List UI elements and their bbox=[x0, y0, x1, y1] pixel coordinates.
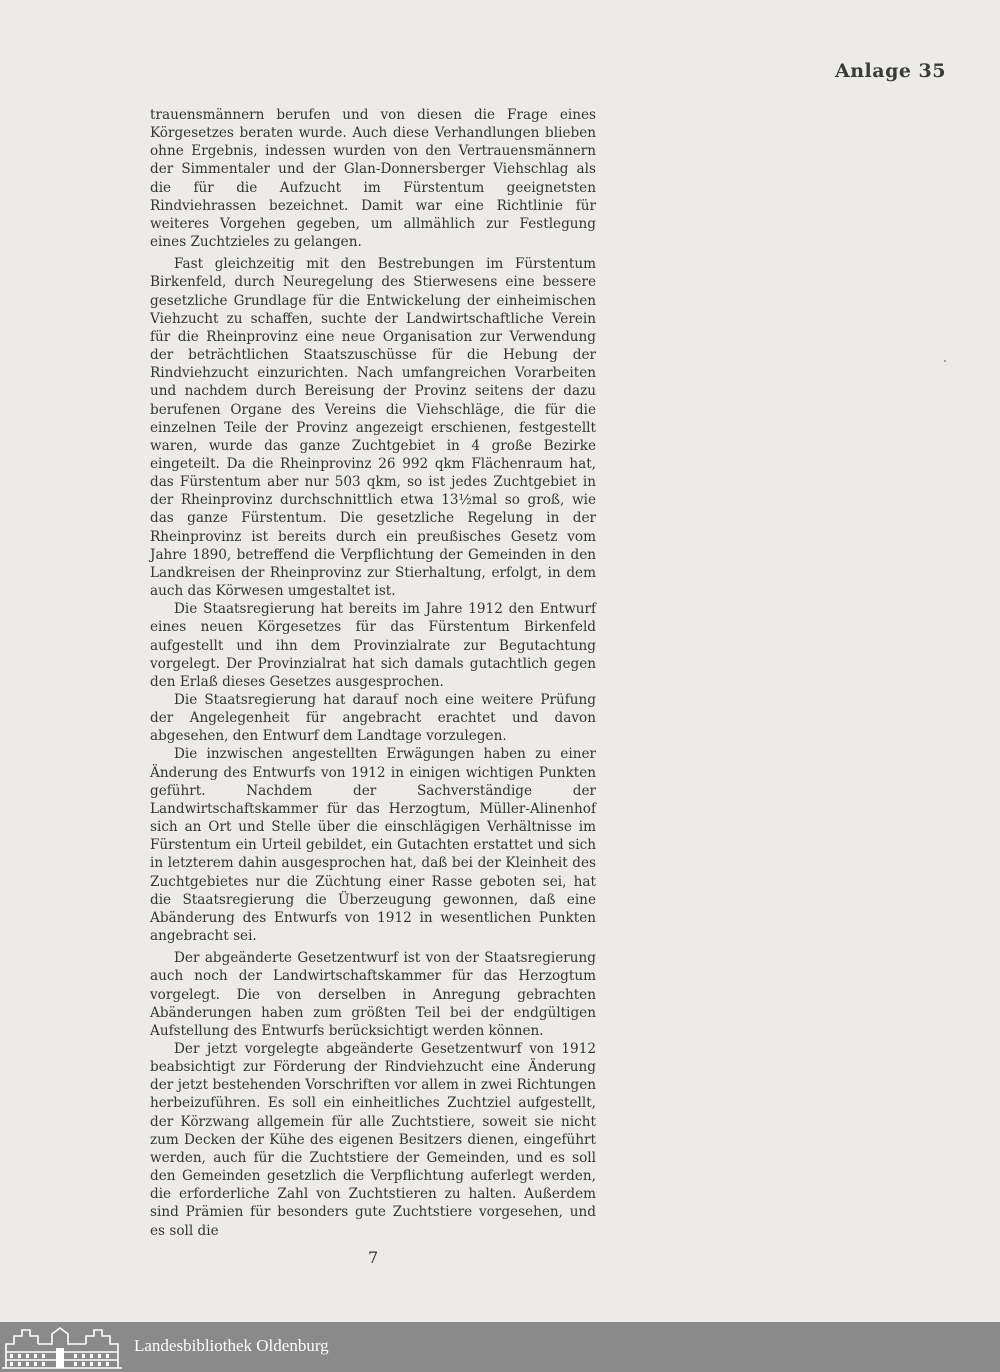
paragraph: Der abgeänderte Gesetzentwurf ist von der Staatsregierung auch noch der Landwirtschaftskammer für das Herzogtum vorgelegt. Die von derselben in Anregung gebrachten Abänderungen haben zum größten Teil bei der endgültigen Aufstellung des Entwurfs berücksichtigt werden können. bbox=[150, 950, 596, 1039]
library-building-icon bbox=[0, 1322, 124, 1372]
paragraph: Der jetzt vorgelegte abgeänderte Gesetzentwurf von 1912 beabsichtigt zur Förderung der Rindviehzucht eine Änderung der jetzt bestehenden Vorschriften vor allem in zwei Richtungen herbeizuführen. Es soll ein einheitliches Zuchtziel aufgestellt, der Körzwang allgemein für alle Zuchtstiere, soweit sie nicht zum Decken der Kühe des eigenen Besitzers dienen, eingeführt werden, auch für die Zuchtstiere der Gemeinden, und es soll den Gemeinden gesetzlich die Verpflichtung auferlegt werden, die erforderliche Zahl von Zuchtstieren zu halten. Außerdem sind Prämien für besonders gute Zuchtstiere vorgesehen, und es soll die bbox=[150, 1040, 596, 1239]
body-text bbox=[150, 106, 596, 1240]
annex-label: Anlage 35 bbox=[834, 60, 946, 82]
library-name: Landesbibliothek Oldenburg bbox=[134, 1336, 329, 1355]
page-number: 7 bbox=[368, 1248, 379, 1267]
paragraph: Die inzwischen angestellten Erwägungen haben zu einer Änderung des Entwurfs von 1912 in einigen wichtigen Punkten geführt. Nachdem der Sachverständige der Landwirtschaftskammer für das Herzogtum, Müller-Alinenhof sich an Ort und Stelle über die einschlägigen Verhältnisse im Fürstentum ein Urteil gebildet, ein Gutachten erstattet und sich in letzterem dahin ausgesprochen hat, daß bei der Kleinheit des Zuchtgebietes nur die Züchtung einer Rasse geboten sei, hat die Staatsregierung die Überzeugung gewonnen, daß eine Abänderung des Entwurfs von 1912 in wesentlichen Punkten angebracht sei. bbox=[150, 746, 596, 945]
paragraph: trauensmännern berufen und von diesen die Frage eines Körgesetzes beraten wurde. Auch diese Verhandlungen blieben ohne Ergebnis, indessen wurden von den Vertrauensmännern der Simmentaler und der Glan-Donnersberger Viehschlag als die für die Aufzucht im Fürstentum geeignetsten Rindviehrassen bezeichnet. Damit war eine Richtlinie für weiteres Vorgehen gegeben, um allmählich zur Festlegung eines Zuchtzieles zu gelangen. bbox=[150, 107, 596, 251]
footer-bar bbox=[0, 1322, 1000, 1372]
paragraph: Die Staatsregierung hat bereits im Jahre 1912 den Entwurf eines neuen Körgesetzes für das Fürstentum Birkenfeld aufgestellt und ihn dem Provinzialrate zur Begutachtung vorgelegt. Der Provinzialrat hat sich damals gutachtlich gegen den Erlaß dieses Gesetzes ausgesprochen. bbox=[150, 601, 596, 690]
paragraph: Die Staatsregierung hat darauf noch eine weitere Prüfung der Angelegenheit für angebracht erachtet und davon abgesehen, den Entwurf dem Landtage vorzulegen. bbox=[150, 692, 596, 745]
scan-speck bbox=[944, 360, 946, 362]
paragraph: Fast gleichzeitig mit den Bestrebungen im Fürstentum Birkenfeld, durch Neuregelung des Stierwesens eine bessere gesetzliche Grundlage für die Entwickelung der einheimischen Viehzucht zu schaffen, suchte der Landwirtschaftliche Verein für die Rheinprovinz eine neue Organisation zur Verwendung der beträchtlichen Staatszuschüsse für die Hebung der Rindviehzucht einzurichten. Nach umfangreichen Vorarbeiten und nachdem durch Bereisung der Provinz seitens der dazu berufenen Organe des Vereins die Viehschläge, die für die einzelnen Teile der Provinz angezeigt erschienen, festgestellt waren, wurde das ganze Zuchtgebiet in 4 große Bezirke eingeteilt. Da die Rheinprovinz 26 992 qkm Flächenraum hat, das Fürstentum aber nur 503 qkm, so ist jedes Zuchtgebiet in der Rheinprovinz durchschnittlich etwa 13½mal so groß, wie das ganze Fürstentum. Die gesetzliche Regelung in der Rheinprovinz ist bereits durch ein preußisches Gesetz vom Jahre 1890, betreffend die Verpflichtung der Gemeinden in den Landkreisen der Rheinprovinz zur Stierhaltung, erfolgt, in dem auch das Körwesen umgestaltet ist. bbox=[150, 256, 596, 600]
